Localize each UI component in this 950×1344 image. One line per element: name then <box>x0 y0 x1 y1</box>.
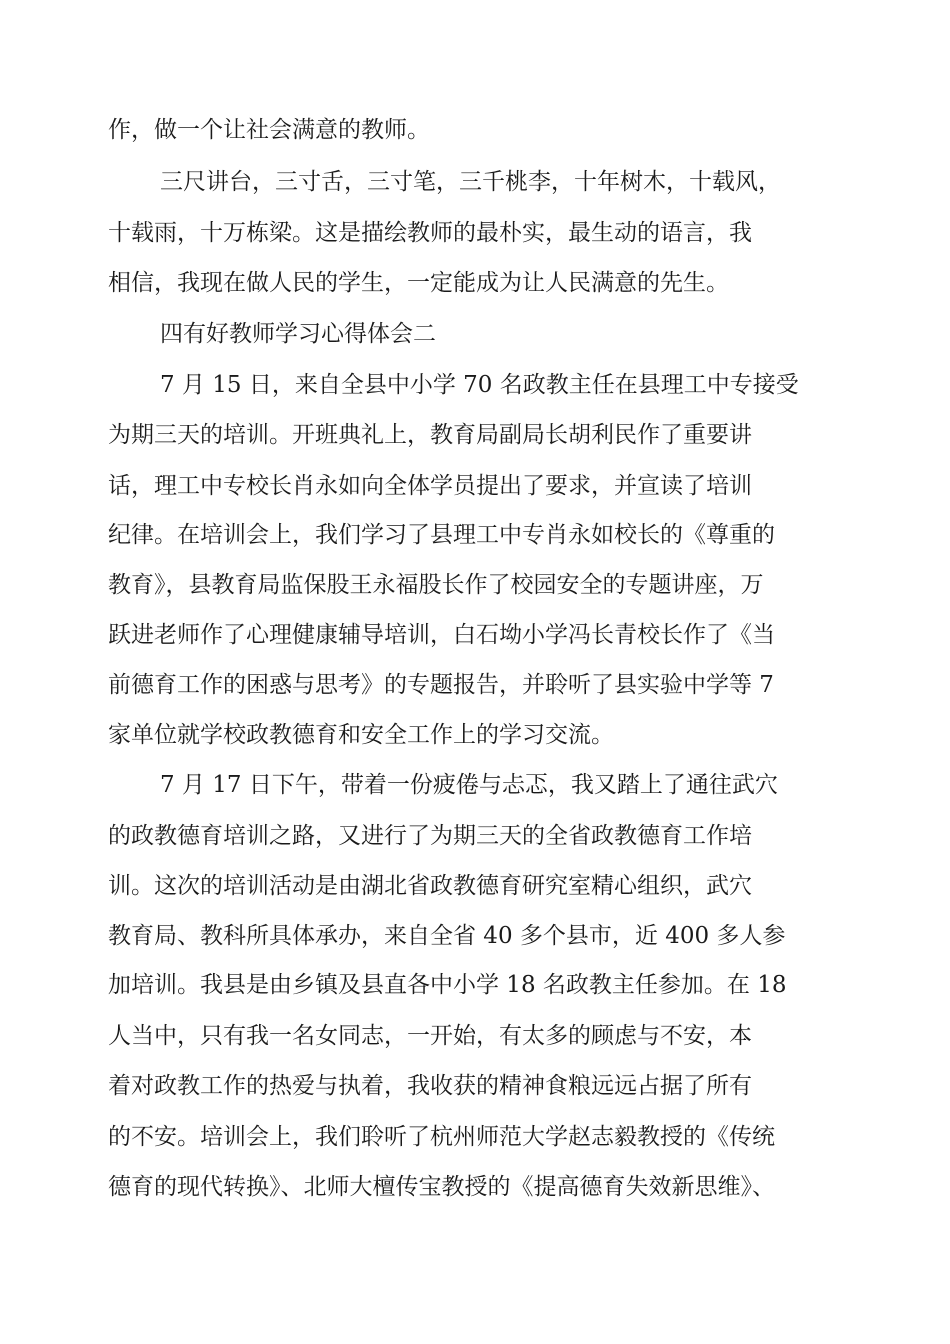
paragraph-first-line: 7 月 15 日，来自全县中小学 70 名政教主任在县理工中专接受 <box>160 372 799 398</box>
text-line: 十载雨，十万栋梁。这是描绘教师的最朴实，最生动的语言，我 <box>108 220 752 246</box>
text-line: 人当中，只有我一名女同志，一开始，有太多的顾虑与不安，本 <box>108 1023 752 1049</box>
text-line: 相信，我现在做人民的学生，一定能成为让人民满意的先生。 <box>108 270 729 296</box>
text-line: 教育局、教科所具体承办，来自全省 40 多个县市，近 400 多人参 <box>108 923 786 949</box>
text-line: 话，理工中专校长肖永如向全体学员提出了要求，并宣读了培训 <box>108 473 752 499</box>
text-line: 着对政教工作的热爱与执着，我收获的精神食粮远远占据了所有 <box>108 1073 752 1099</box>
text-line: 训。这次的培训活动是由湖北省政教德育研究室精心组织，武穴 <box>108 873 752 899</box>
text-line: 的政教德育培训之路，又进行了为期三天的全省政教德育工作培 <box>108 823 752 849</box>
text-line: 为期三天的培训。开班典礼上，教育局副局长胡利民作了重要讲 <box>108 422 752 448</box>
text-line: 的不安。培训会上，我们聆听了杭州师范大学赵志毅教授的《传统 <box>108 1124 775 1150</box>
paragraph-first-line: 三尺讲台，三寸舌，三寸笔，三千桃李，十年树木，十载风， <box>160 169 781 195</box>
paragraph-first-line: 7 月 17 日下午，带着一份疲倦与忐忑，我又踏上了通往武穴 <box>160 772 778 798</box>
text-line: 教育》，县教育局监保股王永福股长作了校园安全的专题讲座，万 <box>108 572 764 598</box>
text-line: 加培训。我县是由乡镇及县直各中小学 18 名政教主任参加。在 18 <box>108 972 787 998</box>
text-line: 德育的现代转换》、北师大檀传宝教授的《提高德育失效新思维》、 <box>108 1174 775 1200</box>
text-line: 纪律。在培训会上，我们学习了县理工中专肖永如校长的《尊重的 <box>108 522 775 548</box>
text-line: 家单位就学校政教德育和安全工作上的学习交流。 <box>108 722 614 748</box>
text-line: 跃进老师作了心理健康辅导培训，白石坳小学冯长青校长作了《当 <box>108 622 775 648</box>
text-line: 前德育工作的困惑与思考》的专题报告，并聆听了县实验中学等 7 <box>108 672 774 698</box>
text-line: 作，做一个让社会满意的教师。 <box>108 117 430 143</box>
section-heading: 四有好教师学习心得体会二 <box>160 321 436 347</box>
